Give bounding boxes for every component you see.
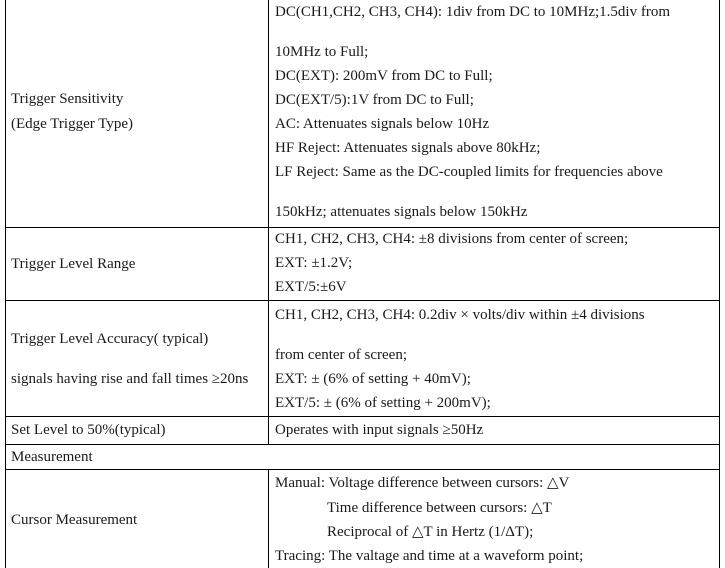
row-label: Set Level to 50%(typical) [11, 422, 166, 438]
row-value-line: LF Reject: Same as the DC-coupled limits for frequencies above [275, 164, 663, 180]
row-border [5, 416, 720, 417]
row-value-line: CH1, CH2, CH3, CH4: 0.2div × volts/div within ±4 divisions [275, 307, 645, 323]
row-value-line: EXT: ± (6% of setting + 40mV); [275, 371, 471, 387]
row-value-line: Reciprocal of △T in Hertz (1/ΔT); [327, 524, 534, 540]
row-border [5, 469, 720, 470]
row-value-line: AC: Attenuates signals below 10Hz [275, 116, 490, 132]
row-value-line: 150kHz; attenuates signals below 150kHz [275, 204, 528, 220]
row-value-line: Operates with input signals ≥50Hz [275, 422, 484, 438]
row-value-line: EXT/5: ± (6% of setting + 200mV); [275, 395, 491, 411]
row-value-line: HF Reject: Attenuates signals above 80kHz; [275, 140, 541, 156]
row-value-line: Manual: Voltage difference between cursors: △V [275, 475, 570, 491]
row-value-line: 10MHz to Full; [275, 44, 369, 60]
row-value-line: EXT/5:±6V [275, 279, 347, 295]
row-value-line: from center of screen; [275, 347, 408, 363]
row-value-line: CH1, CH2, CH3, CH4: ±8 divisions from center of screen; [275, 231, 629, 247]
row-label: Trigger Level Range [11, 256, 136, 272]
row-value-line: DC(EXT/5):1V from DC to Full; [275, 92, 474, 108]
row-label: signals having rise and fall times ≥20ns [11, 371, 249, 387]
row-label: Trigger Sensitivity [11, 91, 124, 107]
row-value-line: EXT: ±1.2V; [275, 255, 353, 271]
row-value-line: Time difference between cursors: △T [327, 500, 552, 516]
table-right-border [719, 0, 720, 568]
column-divider [268, 0, 269, 445]
row-label: Cursor Measurement [11, 512, 138, 528]
row-border [5, 444, 720, 445]
table-left-border [5, 0, 6, 568]
row-value-line: DC(CH1,CH2, CH3, CH4): 1div from DC to 10MHz;1.5div from [275, 4, 670, 20]
row-label: Trigger Level Accuracy( typical) [11, 331, 209, 347]
row-border [5, 227, 720, 228]
section-title: Measurement [11, 449, 93, 465]
row-value-line: Tracing: The valtage and time at a waveform point; [275, 548, 584, 564]
row-value-line: DC(EXT): 200mV from DC to Full; [275, 68, 493, 84]
column-divider [268, 469, 269, 568]
row-border [5, 300, 720, 301]
row-label: (Edge Trigger Type) [11, 116, 133, 132]
